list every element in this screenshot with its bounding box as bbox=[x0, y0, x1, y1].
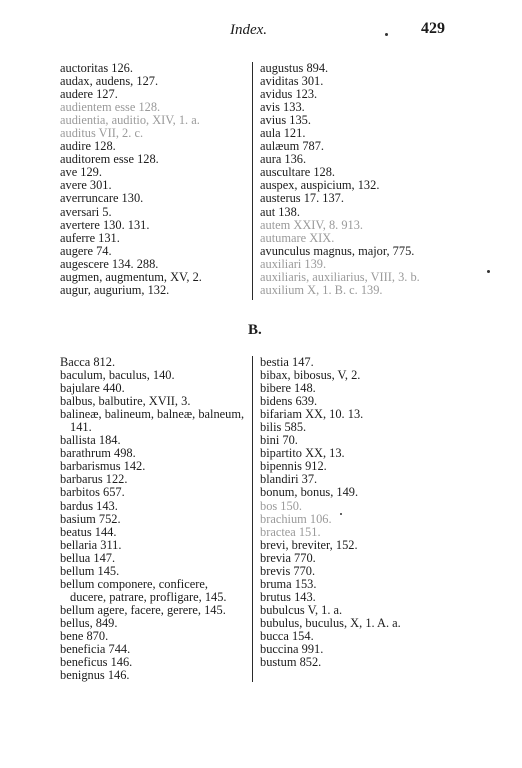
index-entry: avertere 130. 131. bbox=[60, 217, 150, 232]
index-entry: balbus, balbutire, XVII, 3. bbox=[60, 394, 191, 409]
page-header bbox=[60, 20, 445, 42]
index-entry: bruma 153. bbox=[260, 576, 317, 591]
index-entry: brutus 143. bbox=[260, 589, 316, 604]
column-divider bbox=[252, 356, 253, 682]
index-entry: bos 150. bbox=[260, 498, 302, 513]
index-entry: buccina 991. bbox=[260, 642, 324, 657]
index-entry: auditorem esse 128. bbox=[60, 152, 159, 167]
index-entry: bajulare 440. bbox=[60, 381, 125, 396]
index-entry: auxilium X, 1. B. c. 139. bbox=[260, 282, 383, 297]
index-entry: beneficia 744. bbox=[60, 642, 131, 657]
index-entry: blandiri 37. bbox=[260, 472, 318, 487]
index-entry: bubulcus V, 1. a. bbox=[260, 602, 343, 617]
print-speck bbox=[340, 513, 342, 515]
index-entry: benignus 146. bbox=[60, 668, 130, 683]
index-entry: audire 128. bbox=[60, 139, 116, 154]
index-entry: bustum 852. bbox=[260, 655, 322, 670]
index-entry: audientem esse 128. bbox=[60, 100, 161, 115]
index-entry: aura 136. bbox=[260, 152, 307, 167]
index-entry: aut 138. bbox=[260, 204, 300, 219]
index-entry: audax, audens, 127. bbox=[60, 74, 159, 89]
index-entry: bini 70. bbox=[260, 433, 298, 448]
index-entry: aversari 5. bbox=[60, 204, 112, 219]
index-entry: augmen, augmentum, XV, 2. bbox=[60, 269, 202, 284]
index-entry: bestia 147. bbox=[260, 355, 314, 369]
index-entry: bellua 147. bbox=[60, 550, 116, 565]
index-entry: bellum 145. bbox=[60, 563, 120, 578]
index-entry: avidus 123. bbox=[260, 87, 318, 102]
index-entry: bibere 148. bbox=[260, 381, 316, 396]
index-entry: augur, augurium, 132. bbox=[60, 282, 170, 297]
index-entry: bellaria 311. bbox=[60, 537, 122, 552]
column-right bbox=[254, 62, 456, 297]
print-speck bbox=[385, 33, 388, 36]
column-left bbox=[60, 62, 245, 297]
index-entry: bipennis 912. bbox=[260, 459, 327, 474]
index-entry: augere 74. bbox=[60, 243, 112, 258]
index-entry: auditus VII, 2. c. bbox=[60, 126, 144, 141]
index-entry: bractea 151. bbox=[260, 524, 321, 539]
index-entry: basium 752. bbox=[60, 511, 121, 526]
index-entry: augescere 134. 288. bbox=[60, 256, 159, 271]
index-entry: auspex, auspicium, 132. bbox=[260, 178, 380, 193]
column-divider bbox=[252, 62, 253, 300]
index-entry: barbitos 657. bbox=[60, 485, 125, 500]
index-entry: barathrum 498. bbox=[60, 446, 136, 461]
index-entry: bipartito XX, 13. bbox=[260, 446, 345, 461]
index-entry: bidens 639. bbox=[260, 394, 318, 409]
index-entry: bene 870. bbox=[60, 628, 109, 643]
index-entry: autem XXIV, 8. 913. bbox=[260, 217, 364, 232]
index-entry: augustus 894. bbox=[260, 61, 329, 75]
index-entry: brevis 770. bbox=[260, 563, 316, 578]
index-entry: bubulus, buculus, X, 1. A. a. bbox=[260, 615, 401, 630]
index-entry: beatus 144. bbox=[60, 524, 117, 539]
index-entry: brevi, breviter, 152. bbox=[260, 537, 358, 552]
index-entry: brevia 770. bbox=[260, 550, 316, 565]
running-title: Index. bbox=[230, 22, 268, 38]
index-entry: bellus, 849. bbox=[60, 615, 118, 630]
index-entry: avunculus magnus, major, 775. bbox=[260, 243, 415, 258]
index-entry: aulæum 787. bbox=[260, 139, 325, 154]
index-entry: barbarismus 142. bbox=[60, 459, 146, 474]
index-entry: ballista 184. bbox=[60, 433, 121, 448]
index-entry: austerus 17. 137. bbox=[260, 191, 344, 206]
index-entry: balineæ, balineum, balneæ, balneum, 141. bbox=[60, 407, 245, 435]
index-entry: averruncare 130. bbox=[60, 191, 144, 206]
index-entry: aviditas 301. bbox=[260, 74, 324, 89]
column-right bbox=[254, 356, 456, 669]
index-entry: baculum, baculus, 140. bbox=[60, 368, 175, 383]
index-entry: audientia, auditio, XIV, 1. a. bbox=[60, 113, 200, 128]
index-entry: Bacca 812. bbox=[60, 355, 116, 369]
index-entry: bellum componere, conficere, ducere, patrare, profligare, 145. bbox=[60, 576, 227, 604]
index-entry: ave 129. bbox=[60, 165, 102, 180]
print-speck bbox=[487, 270, 490, 273]
index-section-b bbox=[60, 356, 450, 686]
index-entry: auctoritas 126. bbox=[60, 61, 133, 75]
index-section-a bbox=[60, 62, 450, 302]
index-entry: avius 135. bbox=[260, 113, 311, 128]
index-entry: auscultare 128. bbox=[260, 165, 336, 180]
index-entry: bifariam XX, 10. 13. bbox=[260, 407, 364, 422]
index-entry: bonum, bonus, 149. bbox=[260, 485, 359, 500]
index-entry: autumare XIX. bbox=[260, 230, 335, 245]
index-entry: audere 127. bbox=[60, 87, 118, 102]
page-number: 429 bbox=[421, 20, 445, 37]
section-heading-b: B. bbox=[248, 322, 262, 338]
column-left bbox=[60, 356, 245, 682]
index-entry: brachium 106. bbox=[260, 511, 332, 526]
index-entry: aula 121. bbox=[260, 126, 306, 141]
index-entry: beneficus 146. bbox=[60, 655, 133, 670]
index-entry: bilis 585. bbox=[260, 420, 307, 435]
index-entry: auferre 131. bbox=[60, 230, 120, 245]
index-entry: bucca 154. bbox=[260, 628, 314, 643]
index-entry: avis 133. bbox=[260, 100, 305, 115]
index-entry: bellum agere, facere, gerere, 145. bbox=[60, 602, 226, 617]
index-entry: auxiliari 139. bbox=[260, 256, 327, 271]
index-entry: bibax, bibosus, V, 2. bbox=[260, 368, 361, 383]
index-entry: barbarus 122. bbox=[60, 472, 128, 487]
index-entry: avere 301. bbox=[60, 178, 112, 193]
index-entry: auxiliaris, auxiliarius, VIII, 3. b. bbox=[260, 269, 420, 284]
index-entry: bardus 143. bbox=[60, 498, 118, 513]
